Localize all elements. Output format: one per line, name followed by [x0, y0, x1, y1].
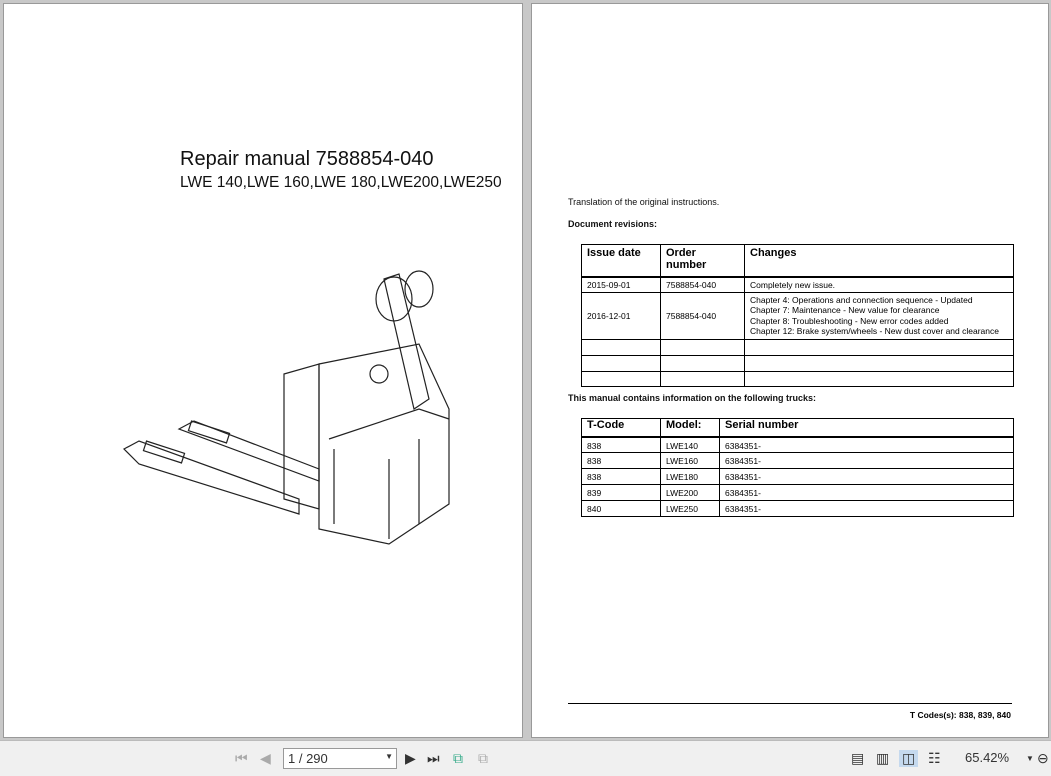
revisions-table [581, 244, 1014, 387]
trucks-heading: This manual contains information on the following trucks: [568, 393, 817, 403]
col-serial: Serial number [720, 419, 1014, 437]
zoom-level[interactable]: 65.42% [965, 750, 1010, 765]
continuous-page-icon[interactable]: ▥ [876, 750, 890, 766]
table-row [582, 469, 1014, 485]
table-row [582, 277, 1014, 293]
zoom-dropdown-icon[interactable]: ▼ [1026, 754, 1034, 763]
chevron-down-icon[interactable]: ▼ [385, 752, 393, 761]
cell-tcode: 838 [582, 453, 661, 469]
manual-models: LWE 140,LWE 160,LWE 180,LWE200,LWE250 [180, 174, 502, 191]
col-changes: Changes [745, 245, 1014, 277]
col-tcode: T-Code [582, 419, 661, 437]
next-page-icon[interactable]: ▶ [405, 750, 416, 766]
page-number-value: 1 / 290 [288, 751, 328, 766]
previous-page-icon[interactable]: ◀ [260, 750, 271, 766]
cell-model: LWE160 [661, 453, 720, 469]
cell-serial: 6384351- [720, 485, 1014, 501]
cell-order: 7588854-040 [661, 277, 745, 293]
cell-model: LWE250 [661, 501, 720, 517]
cell-model: LWE140 [661, 437, 720, 453]
empty-row [582, 371, 1014, 386]
change-line: Chapter 12: Brake system/wheels - New dust cover and clearance [750, 326, 999, 336]
cell-tcode: 839 [582, 485, 661, 501]
change-line: Chapter 8: Troubleshooting - New error codes added [750, 315, 949, 326]
cell-model: LWE200 [661, 485, 720, 501]
single-page-icon[interactable]: ▤ [851, 750, 865, 766]
footer-tcodes: T Codes(s): 838, 839, 840 [909, 710, 1011, 720]
col-issue-date: Issue date [582, 245, 661, 277]
col-model: Model: [661, 419, 720, 437]
translation-note: Translation of the original instructions. [568, 197, 720, 207]
table-row [582, 437, 1014, 453]
copy-view-icon[interactable]: ⧉ [478, 750, 488, 766]
page-number-input[interactable] [283, 748, 397, 769]
viewer-toolbar [0, 740, 1051, 776]
cell-tcode: 838 [582, 437, 661, 453]
cell-tcode: 840 [582, 501, 661, 517]
two-page-icon[interactable]: ◫ [899, 750, 918, 767]
change-line: Chapter 4: Operations and connection sequence - Updated [750, 294, 973, 305]
cell-date: 2015-09-01 [582, 277, 661, 293]
empty-row [582, 355, 1014, 371]
trucks-table [581, 418, 1014, 517]
table-row [582, 485, 1014, 501]
page-1 [3, 3, 523, 738]
rotate-view-icon[interactable]: ⧉ [453, 750, 463, 766]
col-order-number: Order number [661, 245, 745, 277]
table-row [582, 453, 1014, 469]
cell-model: LWE180 [661, 469, 720, 485]
cell-serial: 6384351- [720, 469, 1014, 485]
change-line: Chapter 7: Maintenance - New value for clearance [750, 305, 940, 315]
pallet-truck-illustration [119, 269, 459, 549]
cell-serial: 6384351- [720, 453, 1014, 469]
cell-tcode: 838 [582, 469, 661, 485]
manual-title: Repair manual 7588854-040 [180, 148, 434, 170]
revisions-heading: Document revisions: [568, 219, 658, 229]
cell-changes: Completely new issue. [745, 277, 1014, 293]
cell-serial: 6384351- [720, 501, 1014, 517]
table-row [582, 292, 1014, 339]
two-page-continuous-icon[interactable]: ☷ [928, 750, 941, 766]
cell-order: 7588854-040 [661, 292, 745, 339]
footer-divider [568, 703, 1012, 704]
page-2 [531, 3, 1049, 738]
first-page-icon[interactable]: ⏮ [235, 750, 248, 766]
cell-date: 2016-12-01 [582, 292, 661, 339]
cell-changes [745, 292, 1014, 339]
empty-row [582, 339, 1014, 355]
zoom-out-icon[interactable]: ⊖ [1037, 750, 1049, 766]
last-page-icon[interactable]: ⏭ [427, 750, 440, 766]
cell-serial: 6384351- [720, 437, 1014, 453]
table-row [582, 501, 1014, 517]
